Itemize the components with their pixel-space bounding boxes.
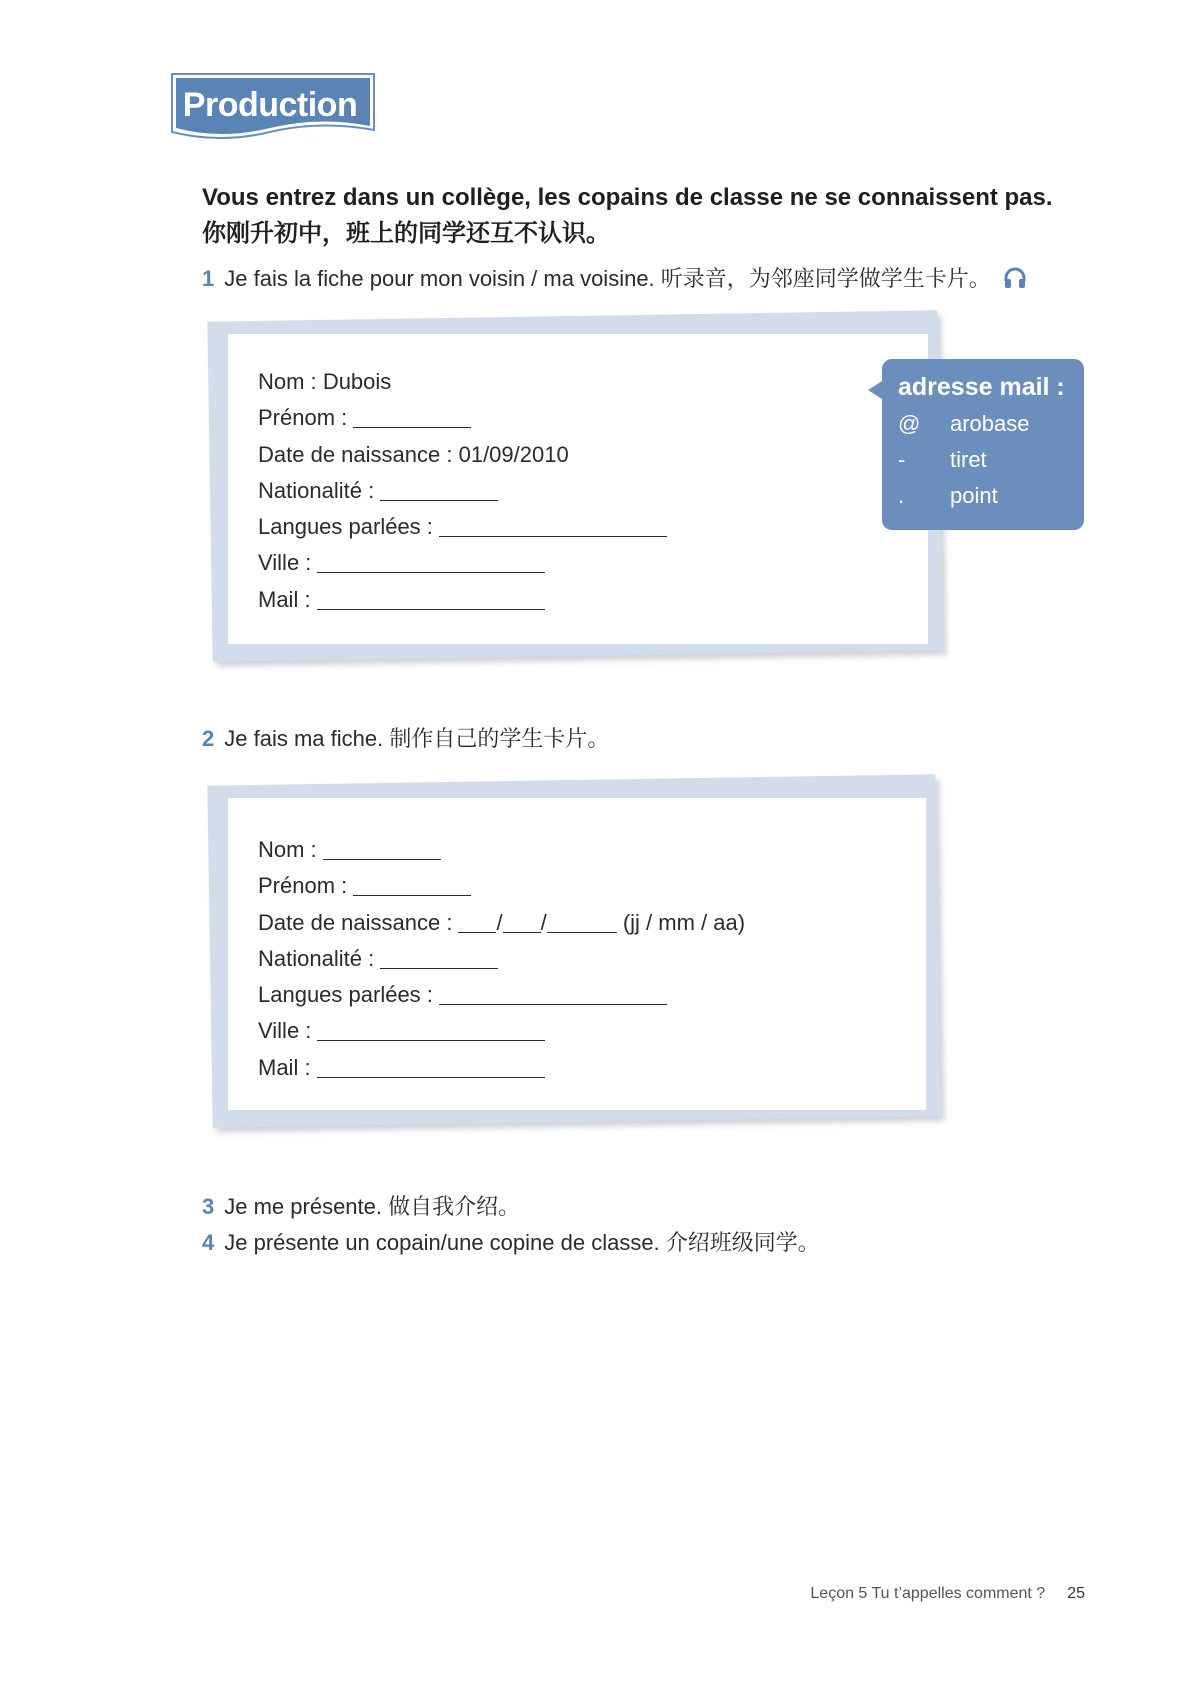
field-nom: Nom : <box>258 832 745 868</box>
card1-fields <box>258 364 667 618</box>
task-number: 3 <box>202 1194 215 1219</box>
callout-title: adresse mail : <box>898 373 1065 401</box>
task-4 <box>202 1226 820 1257</box>
blank-line[interactable] <box>317 1055 545 1078</box>
blank-line[interactable] <box>317 1018 545 1041</box>
blank-day[interactable] <box>458 910 496 933</box>
field-mail: Mail : <box>258 582 667 618</box>
date-format-hint: (jj / mm / aa) <box>622 909 746 935</box>
page-footer <box>0 1585 1085 1603</box>
field-langues: Langues parlées : <box>258 977 745 1013</box>
blank-line[interactable] <box>439 514 667 537</box>
blank-line[interactable] <box>323 837 441 860</box>
blank-year[interactable] <box>547 910 617 933</box>
callout-item-dot: . point <box>898 483 998 508</box>
blank-line[interactable] <box>380 478 498 501</box>
student-card-neighbor <box>210 316 940 656</box>
field-prenom: Prénom : <box>258 400 667 436</box>
blank-line[interactable] <box>317 550 545 573</box>
field-prenom: Prénom : <box>258 868 745 904</box>
field-ville: Ville : <box>258 1013 745 1049</box>
task-text: Je fais ma fiche. 制作自己的学生卡片。 <box>224 726 610 751</box>
field-nationalite: Nationalité : <box>258 941 745 977</box>
email-callout <box>882 359 1084 530</box>
intro-text <box>202 180 1053 252</box>
task-2 <box>202 722 609 753</box>
blank-line[interactable] <box>317 587 545 610</box>
task-text: Je présente un copain/une copine de classe. 介绍班级同学。 <box>224 1230 820 1255</box>
field-date-value: 01/09/2010 <box>458 441 569 467</box>
task-text: Je me présente. 做自我介绍。 <box>224 1194 521 1219</box>
task-text: Je fais la fiche pour mon voisin / ma voisine. 听录音，为邻座同学做学生卡片。 <box>224 266 991 291</box>
blank-line[interactable] <box>439 982 667 1005</box>
field-nom: Nom : Dubois <box>258 369 392 394</box>
blank-month[interactable] <box>503 910 541 933</box>
page-number: 25 <box>1067 1585 1085 1602</box>
blank-line[interactable] <box>353 873 471 896</box>
footer-lesson: Leçon 5 Tu t’appelles comment ? <box>810 1585 1046 1602</box>
student-card-self <box>210 780 938 1122</box>
intro-chinese: 你刚升初中，班上的同学还互不认识。 <box>202 220 610 247</box>
field-date-naissance: Date de naissance : 01/09/2010 <box>258 441 569 467</box>
task-number: 2 <box>202 726 215 751</box>
blank-line[interactable] <box>380 946 498 969</box>
callout-item-at: @ arobase <box>898 411 1030 436</box>
section-title: Production <box>182 86 358 124</box>
intro-french: Vous entrez dans un collège, les copains de classe ne se connaissent pas. <box>202 184 1053 211</box>
field-langues: Langues parlées : <box>258 509 667 545</box>
field-nationalite: Nationalité : <box>258 473 667 509</box>
field-mail: Mail : <box>258 1050 745 1086</box>
blank-line[interactable] <box>353 405 471 428</box>
section-banner <box>170 72 378 148</box>
field-date-naissance: Date de naissance : / / (jj / mm / aa) <box>258 909 746 935</box>
field-nom-value: Dubois <box>322 369 392 394</box>
field-ville: Ville : <box>258 545 667 581</box>
task-number: 4 <box>202 1230 215 1255</box>
headphones-icon[interactable] <box>1003 266 1027 296</box>
task-number: 1 <box>202 266 215 291</box>
callout-item-dash: - tiret <box>898 447 987 472</box>
task-3 <box>202 1190 520 1221</box>
card2-fields <box>258 832 745 1086</box>
task-1 <box>202 262 1027 296</box>
